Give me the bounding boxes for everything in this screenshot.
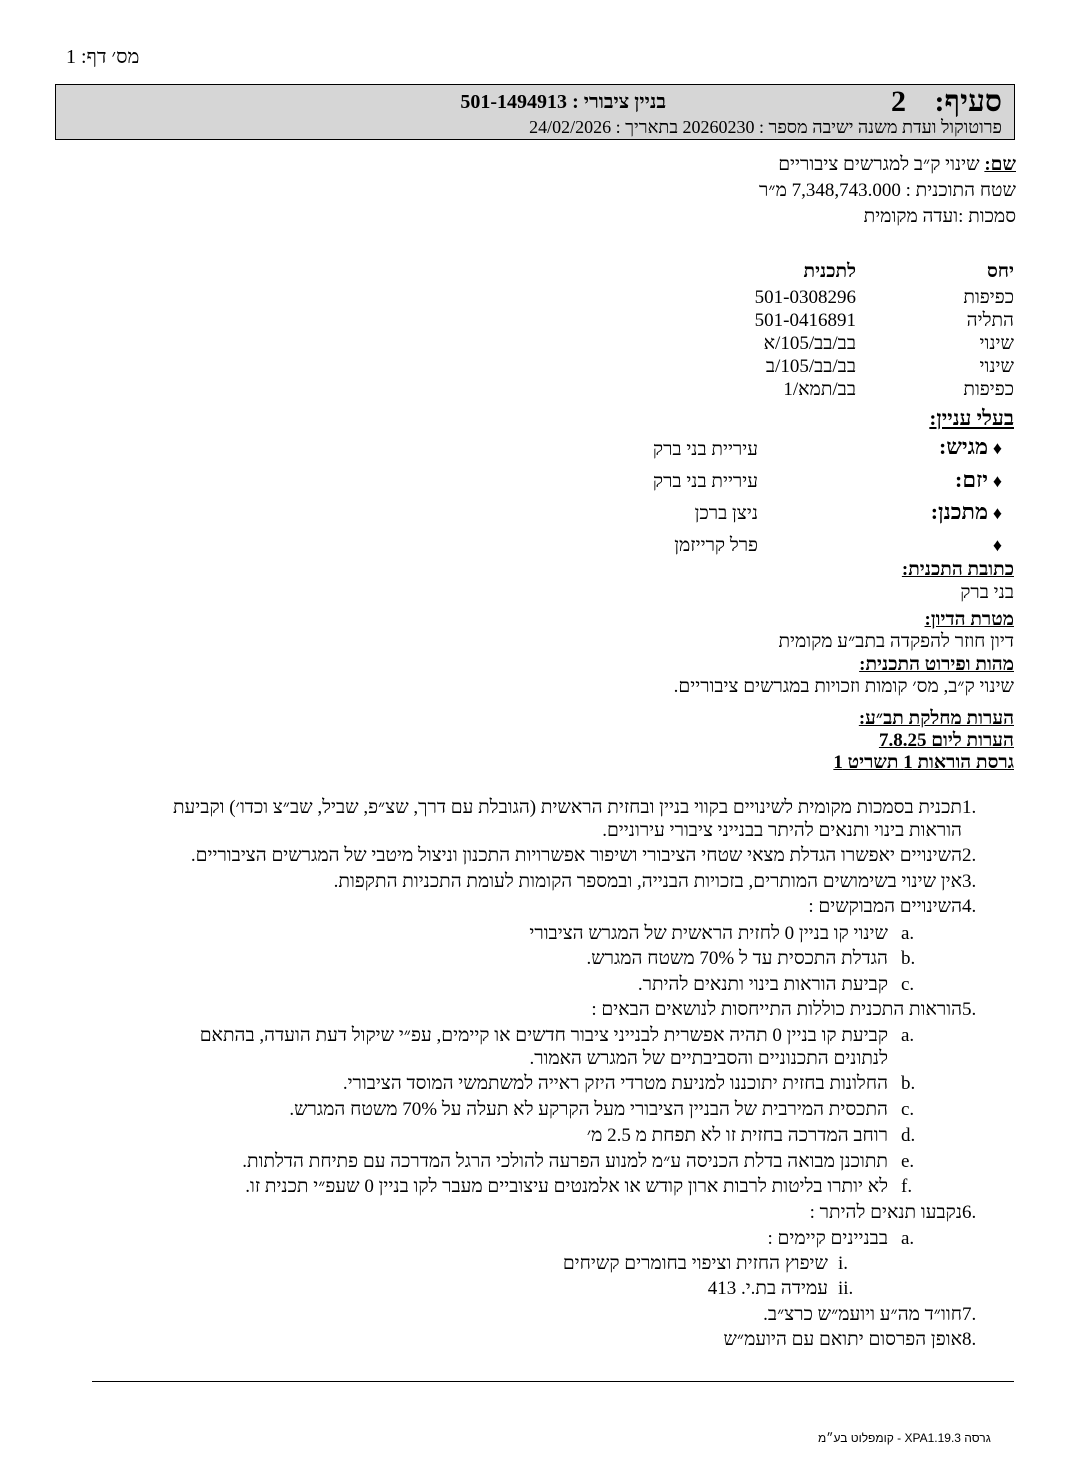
plan-name-label: שם: [984, 154, 1016, 175]
list-item: תתוכנן מבואה בדלת הכניסה ע״מ למנוע הפרעה להולכי הרגל המדרכה עם פתיחת הדלתות. [242, 1151, 888, 1172]
building-title: בניין ציבורי : 501-1494913 [460, 91, 666, 113]
list-number: b. [901, 1073, 916, 1094]
bottom-divider [92, 1381, 1014, 1382]
list-number: c. [901, 1099, 915, 1120]
notes-date: הערות ליום 7.8.25 [878, 730, 1014, 751]
party-label-planner: מתכנן: [930, 499, 988, 524]
section-number: 2 [891, 85, 906, 118]
list-number: 2. [962, 845, 977, 866]
parties-title: בעלי עניין: [929, 406, 1014, 430]
essence-title: מהות ופירוט התכנית: [859, 654, 1014, 675]
list-number: 7. [962, 1304, 977, 1325]
relation-plan: 501-0416891 [754, 310, 856, 331]
protocol-line: פרוטוקול ועדת משנה ישיבה מספר : 20260230 בתאריך : 24/02/2026 [529, 117, 1002, 137]
list-item: רוחב המדרכה בחזית זו לא תפחת מ 2.5 מ׳ [586, 1125, 888, 1146]
list-item: אין שינוי בשימושים המותרים, בזכויות הבנייה, ובמספר הקומות לעומת התכניות התקפות. [333, 871, 962, 892]
list-number: 6. [962, 1202, 977, 1223]
list-number: 3. [962, 871, 977, 892]
relations-header-plan: לתכנית [803, 261, 856, 282]
address-value: בני ברק [960, 582, 1014, 603]
list-number: 1. [962, 797, 977, 818]
list-number: 8. [962, 1329, 977, 1350]
party-label-initiator: יזם: [955, 467, 988, 492]
section-header [55, 84, 1015, 140]
list-number: 4. [962, 896, 977, 917]
list-item: התכסית המירבית של הבניין הציבורי מעל הקרקע לא תעלה על 70% משטח המגרש. [289, 1099, 888, 1120]
party-value-submitter: עיריית בני ברק [652, 439, 758, 460]
section-label: סעיף: [934, 85, 1002, 118]
relation-type: שינוי [979, 356, 1014, 377]
list-item: חוו״ד מה״ע ויועמ״ש כרצ״ב. [763, 1304, 962, 1325]
relations-header-rel: יחס [986, 261, 1014, 282]
relation-type: כפיפות [963, 379, 1014, 400]
list-number: e. [901, 1151, 915, 1172]
list-item: עמידה בת.י. 413 [707, 1278, 828, 1299]
list-item: הוראות התכנית כוללות התייחסות לנושאים הבאים : [591, 999, 962, 1020]
notes-title: הערות מחלקת תב״ע: [858, 708, 1014, 729]
list-number: f. [901, 1176, 913, 1197]
list-number: c. [901, 974, 915, 995]
bullet-icon: ♦ [992, 438, 1002, 458]
notes-version: גרסת הוראות 1 תשריט 1 [833, 752, 1014, 773]
bullet-icon: ♦ [992, 471, 1002, 491]
plan-name [778, 154, 1016, 176]
address-title: כתובת התכנית: [901, 559, 1014, 580]
list-item: נקבעו תנאים להיתר : [809, 1202, 962, 1223]
list-item: החלונות בחזית יתוכננו למניעת מטרדי היזק ראייה למשתמשי המוסד הציבורי. [342, 1073, 888, 1094]
list-item: הוראות בינוי ותנאים להיתר בבנייני ציבורי עירוניים. [602, 820, 962, 841]
list-number: a. [901, 1228, 915, 1249]
list-item: קביעת קו בניין 0 תהיה אפשרית לבנייני ציבור חדשים או קיימים, עפ״י שיקול דעת הועדה, בהתאם [199, 1025, 888, 1046]
purpose-value: דיון חוזר להפקדה בתב״ע מקומית [778, 631, 1014, 652]
plan-area: שטח התוכנית : 7,348,743.000 מ״ר [759, 180, 1016, 201]
list-item: לנתונים התכנוניים והסביבתיים של המגרש האמור. [529, 1048, 888, 1069]
footer-version: גרסה XPA1.19.3 - קומפלוט בע״מ [818, 1431, 991, 1445]
relation-type: כפיפות [963, 287, 1014, 308]
list-item: השינויים המבוקשים : [808, 896, 962, 917]
list-number: a. [901, 1025, 915, 1046]
page-number: מס׳ דף: 1 [66, 46, 140, 68]
list-number: ii. [838, 1278, 854, 1299]
list-item: בבניינים קיימים : [767, 1228, 888, 1249]
plan-authority: סמכות :ועדה מקומית [863, 206, 1016, 227]
party-label-submitter: מגיש: [939, 434, 988, 459]
relation-type: שינוי [979, 333, 1014, 354]
relation-plan: 501-0308296 [754, 287, 856, 308]
bullet-icon: ♦ [992, 503, 1002, 523]
relation-plan: בב/בב/105/ב [765, 356, 856, 377]
list-number: d. [901, 1125, 916, 1146]
list-number: 5. [962, 999, 977, 1020]
list-item: אופן הפרסום יתואם עם היועמ״ש [723, 1329, 962, 1350]
list-item: תכנית בסמכות מקומית לשינויים בקווי בניין ובחזית הראשית (הגובלת עם דרך, שצ״פ, שביל, שב״צ וכדו׳) וקביעת [172, 797, 962, 818]
list-item: שינוי קו בניין 0 לחזית הראשית של המגרש הציבורי [529, 923, 888, 944]
relation-plan: בב/תמא/1 [783, 379, 856, 400]
list-number: i. [838, 1253, 849, 1274]
list-item: השינויים יאפשרו הגדלת מצאי שטחי הציבורי ושיפור אפשרויות התכנון וניצול מיטבי של המגרשים הציבוריים. [190, 845, 962, 866]
list-item: שיפוץ החזית וציפוי בחומרים קשיחים [562, 1253, 828, 1274]
bullet-icon: ♦ [992, 535, 1002, 555]
list-number: a. [901, 923, 915, 944]
essence-value: שינוי ק״ב, מס׳ קומות וזכויות במגרשים ציבוריים. [673, 676, 1014, 697]
list-number: b. [901, 948, 916, 969]
party-value-extra: פרל קרייזמן [674, 535, 758, 556]
purpose-title: מטרת הדיון: [924, 609, 1014, 630]
party-value-initiator: עיריית בני ברק [652, 471, 758, 492]
relation-type: התליה [966, 310, 1014, 331]
list-item: הגדלת התכסית עד ל 70% משטח המגרש. [586, 948, 888, 969]
list-item: לא יותרו בליטות לרבות ארון קודש או אלמנטים עיצוביים מעבר לקו בניין 0 שעפ״י תכנית זו. [245, 1176, 888, 1197]
plan-name-value: שינוי ק״ב למגרשים ציבוריים [778, 154, 980, 175]
list-item: קביעת הוראות בינוי ותנאים להיתר. [637, 974, 888, 995]
relation-plan: בב/בב/105/א [763, 333, 856, 354]
party-value-planner: ניצן ברכן [694, 503, 758, 524]
